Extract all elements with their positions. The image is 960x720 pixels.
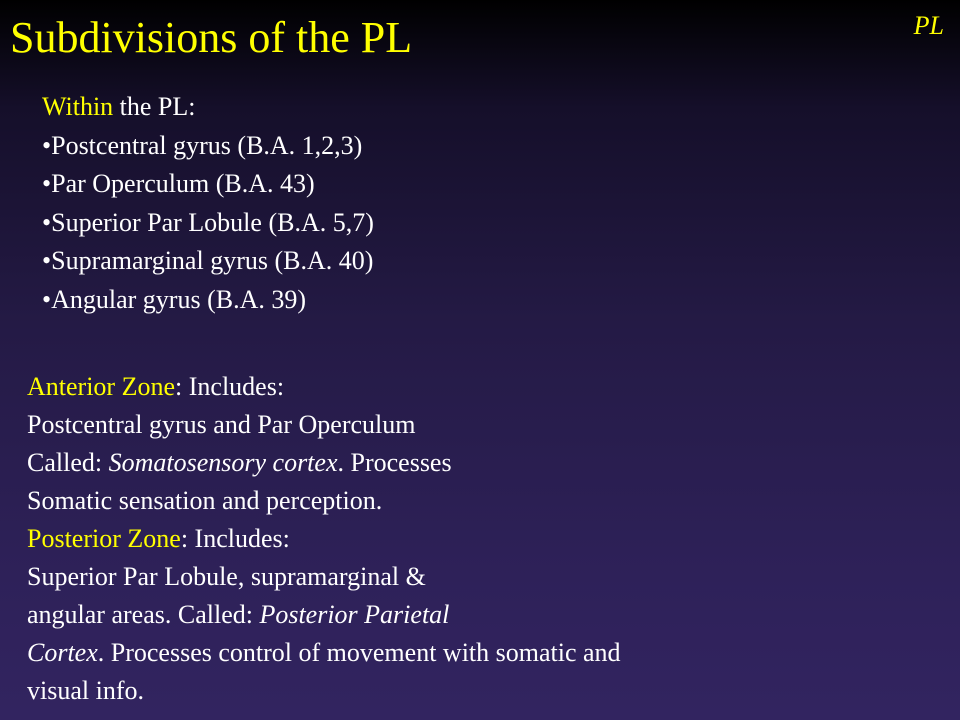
list-item: •Superior Par Lobule (B.A. 5,7): [42, 207, 374, 237]
posterior-called-term-line2: Cortex: [27, 638, 98, 667]
anterior-zone-called: [27, 444, 947, 482]
zones-description: [27, 368, 947, 710]
list-item: •Supramarginal gyrus (B.A. 40): [42, 246, 374, 275]
posterior-zone-includes: Superior Par Lobule, supramarginal &: [27, 562, 426, 591]
list-item: •Postcentral gyrus (B.A. 1,2,3): [42, 130, 363, 160]
within-list: [42, 88, 374, 319]
within-heading-rest: the PL:: [113, 92, 196, 121]
anterior-zone-label-suffix: : Includes:: [175, 372, 285, 401]
anterior-called-term: Somatosensory cortex: [108, 448, 338, 477]
slide-title: Subdivisions of the PL: [10, 13, 413, 62]
anterior-zone-label: Anterior Zone: [27, 372, 176, 401]
posterior-zone-label: Posterior Zone: [27, 524, 181, 553]
list-item: •Par Operculum (B.A. 43): [42, 169, 315, 198]
anterior-zone-includes: Postcentral gyrus and Par Operculum: [27, 410, 416, 439]
corner-tag: PL: [913, 11, 944, 40]
posterior-called-prefix: angular areas. Called:: [27, 600, 260, 629]
anterior-called-prefix: Called:: [27, 448, 109, 477]
within-keyword: Within: [42, 92, 114, 121]
anterior-zone-processes: Somatic sensation and perception.: [27, 486, 383, 515]
within-heading: [42, 88, 374, 127]
posterior-zone-heading: [27, 520, 947, 558]
posterior-zone-processes-end: visual info.: [27, 676, 144, 705]
posterior-zone-label-suffix: : Includes:: [180, 524, 290, 553]
anterior-zone-heading: [27, 368, 947, 406]
posterior-processes-line1: . Processes control of movement with somatic and: [97, 638, 621, 667]
posterior-zone-called: [27, 596, 947, 634]
posterior-zone-processes: [27, 634, 947, 672]
list-item: •Angular gyrus (B.A. 39): [42, 284, 307, 314]
posterior-called-term-line1: Posterior Parietal: [259, 600, 450, 629]
anterior-called-suffix: . Processes: [337, 448, 452, 477]
